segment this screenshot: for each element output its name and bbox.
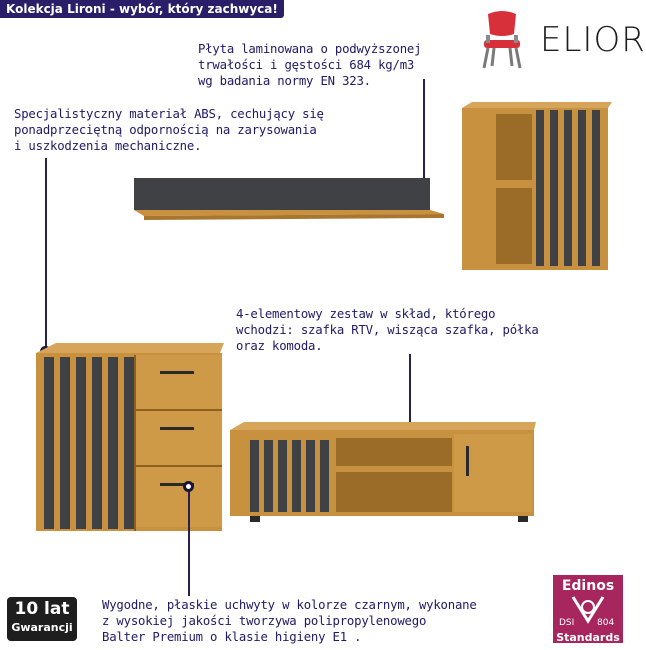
warranty-badge <box>7 597 77 641</box>
page-title: Kolekcja Lironi - wybór, który zachwyca! <box>0 0 284 18</box>
certificate-code2: 804 <box>597 618 615 628</box>
pointer-line <box>45 158 47 350</box>
brand-name: ELIOR <box>540 20 646 60</box>
pointer-line <box>423 79 425 189</box>
certificate-emblem-icon <box>553 595 623 627</box>
warranty-years: 10 lat <box>14 599 70 619</box>
edinos-certificate-badge <box>553 575 623 643</box>
warranty-label: Gwarancji <box>11 621 73 634</box>
certificate-code1: DSI <box>559 618 575 628</box>
wall-shelf-image <box>134 174 444 222</box>
pointer-dot <box>183 481 194 492</box>
note-set: 4-elementowy zestaw w skład, którego wchodzi: szafka RTV, wisząca szafka, półka oraz komoda. <box>236 307 539 353</box>
hanging-cabinet-image <box>462 102 612 272</box>
pointer-line <box>188 486 190 596</box>
tv-cabinet-image <box>230 420 536 524</box>
chest-of-drawers-image <box>36 343 226 535</box>
note-abs: Specjalistyczny materiał ABS, cechujący się ponadprzeciętną odpornością na zarysowania i uszkodzenia mechaniczne. <box>14 107 324 153</box>
certificate-name: Edinos <box>561 578 615 594</box>
chair-icon <box>478 10 526 70</box>
certificate-standards: Standards <box>556 631 620 644</box>
note-handles: Wygodne, płaskie uchwyty w kolorze czarnym, wykonane z wysokiej jakości tworzywa polipropylenowego Balter Premium o klasie higieny E1 . <box>102 598 477 644</box>
note-laminate: Płyta laminowana o podwyższonej trwałości i gęstości 684 kg/m3 wg badania normy EN 323. <box>198 42 422 88</box>
